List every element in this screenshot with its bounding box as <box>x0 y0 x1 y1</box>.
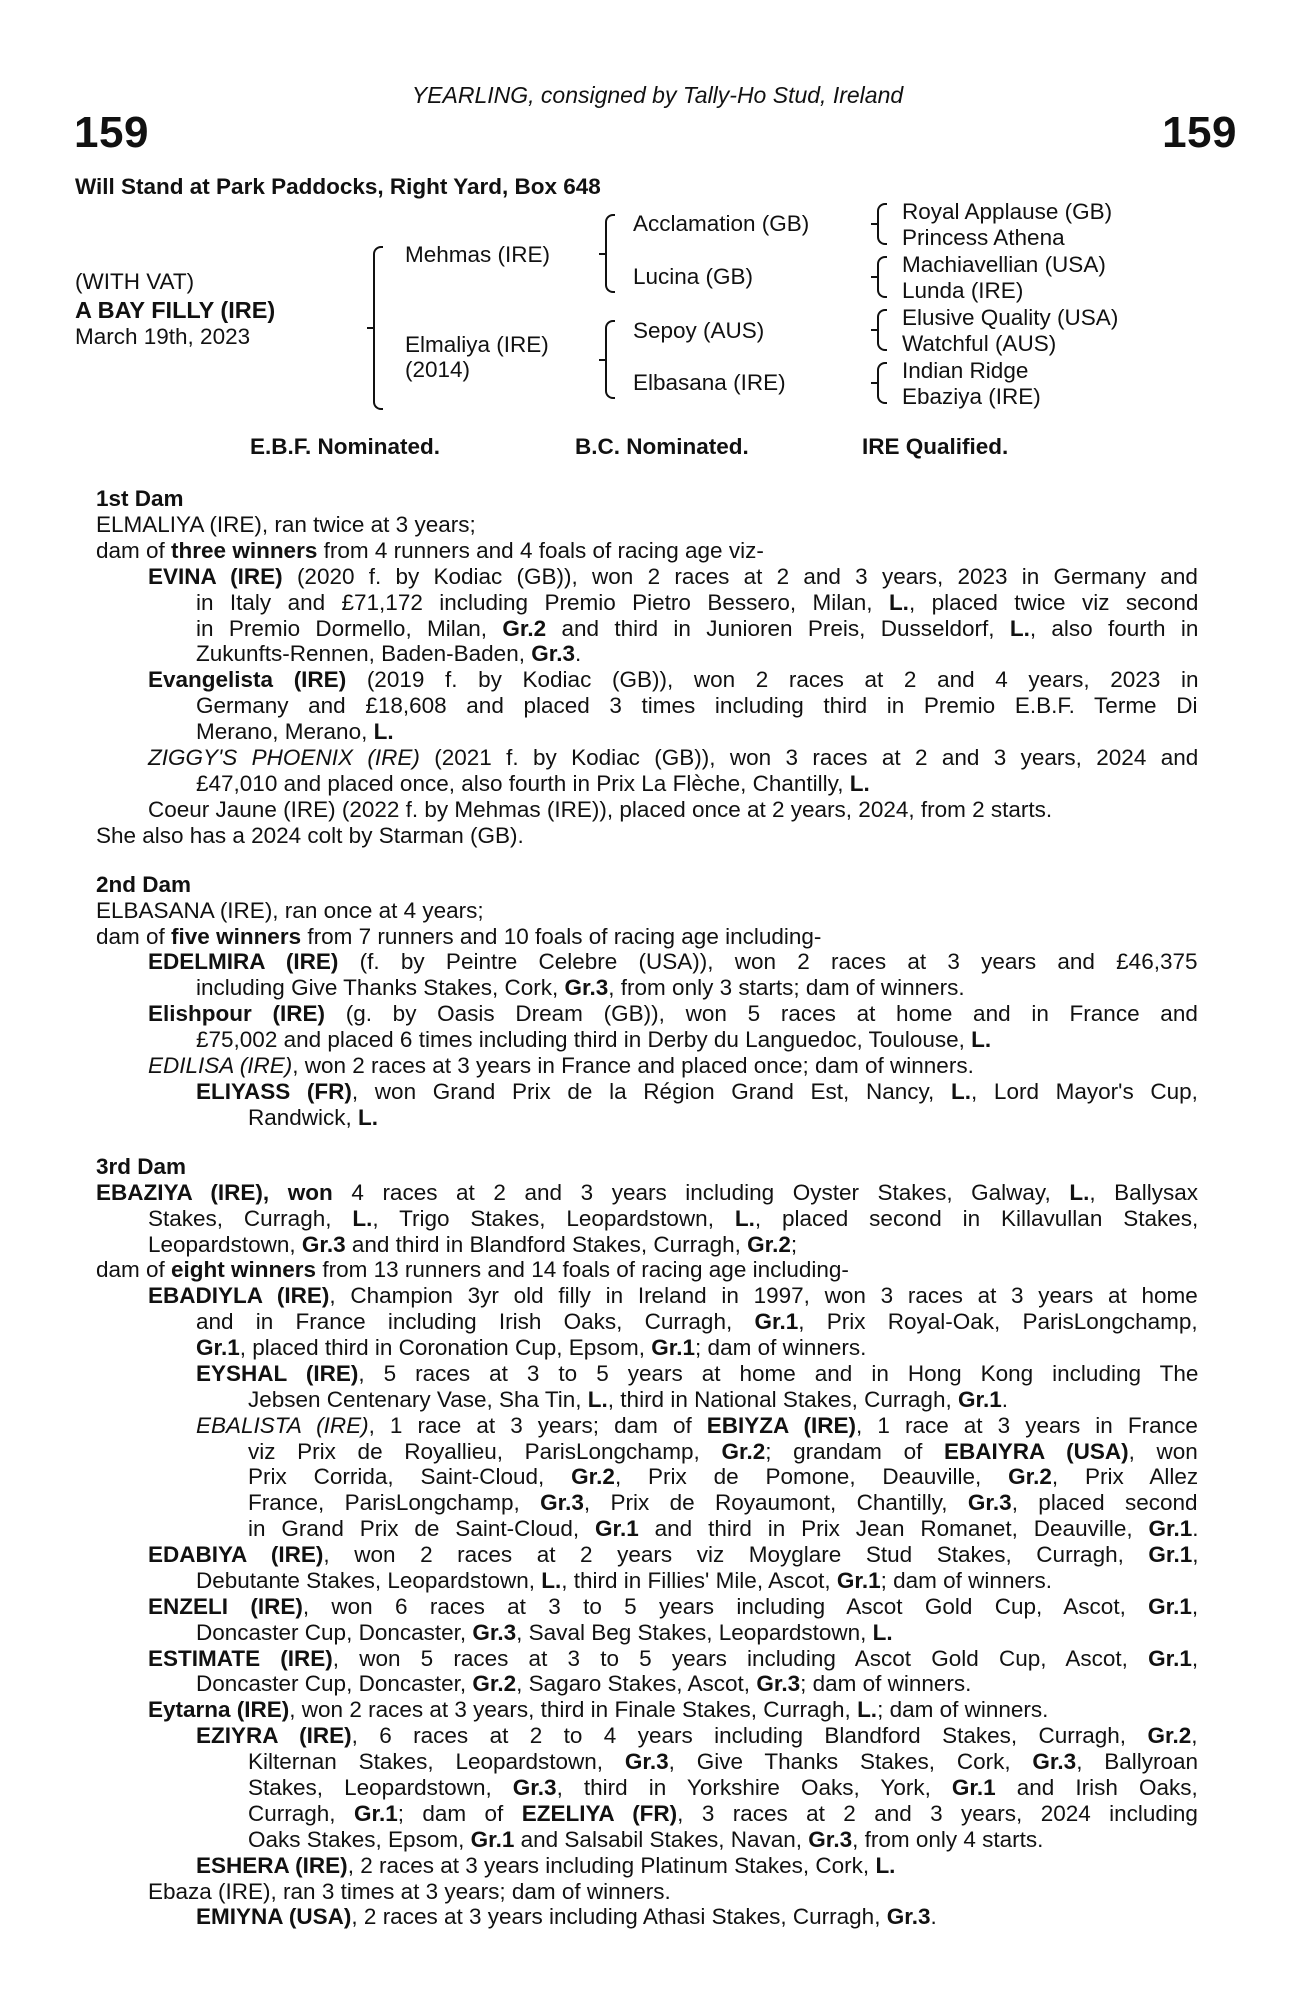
pedigree-gen3-3: Machiavellian (USA) <box>902 252 1106 277</box>
record-line: Kilternan Stakes, Leopardstown, Gr.3, Give Thanks Stakes, Cork, Gr.3, Ballyroan <box>248 1749 1199 1774</box>
pedigree-gen3-8: Ebaziya (IRE) <box>902 384 1041 409</box>
record-line: dam of eight winners from 13 runners and 14 foals of racing age including- <box>96 1257 849 1282</box>
pedigree-gen3-7: Indian Ridge <box>902 358 1029 383</box>
record-line: Zukunfts-Rennen, Baden-Baden, Gr.3. <box>196 641 582 666</box>
pedigree-brace <box>373 246 383 410</box>
sire-name: Mehmas (IRE) <box>405 242 551 267</box>
record-line: ESTIMATE (IRE), won 5 races at 3 to 5 years including Ascot Gold Cup, Ascot, Gr.1, <box>148 1646 1199 1671</box>
record-line: She also has a 2024 colt by Starman (GB). <box>96 823 524 848</box>
record-line: EZIYRA (IRE), 6 races at 2 to 4 years including Blandford Stakes, Curragh, Gr.2, <box>196 1723 1198 1748</box>
pedigree-brace <box>877 203 887 245</box>
catalogue-subtitle: YEARLING, consigned by Tally-Ho Stud, Ireland <box>411 82 904 108</box>
record-line: including Give Thanks Stakes, Cork, Gr.3, from only 3 starts; dam of winners. <box>196 975 965 1000</box>
record-line: Stakes, Leopardstown, Gr.3, third in Yorkshire Oaks, York, Gr.1 and Irish Oaks, <box>248 1775 1198 1800</box>
record-line: ELBASANA (IRE), ran once at 4 years; <box>96 898 484 923</box>
record-line: Eytarna (IRE), won 2 races at 3 years, third in Finale Stakes, Curragh, L.; dam of winners. <box>148 1697 1049 1722</box>
record-line: Oaks Stakes, Epsom, Gr.1 and Salsabil Stakes, Navan, Gr.3, from only 4 starts. <box>248 1827 1044 1852</box>
record-line: EDILISA (IRE), won 2 races at 3 years in France and placed once; dam of winners. <box>148 1053 974 1078</box>
lot-number-left: 159 <box>74 108 149 157</box>
vat-note: (WITH VAT) <box>75 269 195 294</box>
pedigree-brace <box>877 309 887 351</box>
record-line: ELMALIYA (IRE), ran twice at 3 years; <box>96 512 476 537</box>
pedigree-gen3-6: Watchful (AUS) <box>902 331 1057 356</box>
record-line: Merano, Merano, L. <box>196 719 394 744</box>
record-line: EDABIYA (IRE), won 2 races at 2 years viz Moyglare Stud Stakes, Curragh, Gr.1, <box>148 1542 1199 1567</box>
record-line: in Italy and £71,172 including Premio Pietro Bessero, Milan, L., placed twice viz second <box>196 590 1199 615</box>
record-line: EBAZIYA (IRE), won 4 races at 2 and 3 years including Oyster Stakes, Galway, L., Ballysax <box>96 1180 1198 1205</box>
record-line: Evangelista (IRE) (2019 f. by Kodiac (GB)), won 2 races at 2 and 4 years, 2023 in <box>148 667 1199 692</box>
foaling-date: March 19th, 2023 <box>75 324 251 349</box>
pedigree-dam-dam: Elbasana (IRE) <box>633 370 786 395</box>
record-line: EBALISTA (IRE), 1 race at 3 years; dam of EBIYZA (IRE), 1 race at 3 years in France <box>196 1413 1198 1438</box>
record-line: France, ParisLongchamp, Gr.3, Prix de Royaumont, Chantilly, Gr.3, placed second <box>248 1490 1198 1515</box>
record-line: ELIYASS (FR), won Grand Prix de la Région Grand Est, Nancy, L., Lord Mayor's Cup, <box>196 1079 1198 1104</box>
pedigree-brace <box>877 362 887 404</box>
dam-year: (2014) <box>405 357 471 382</box>
record-line: Ebaza (IRE), ran 3 times at 3 years; dam of winners. <box>148 1879 671 1904</box>
record-line: EVINA (IRE) (2020 f. by Kodiac (GB)), won 2 races at 2 and 3 years, 2023 in Germany and <box>148 564 1198 589</box>
record-line: viz Prix de Royallieu, ParisLongchamp, Gr.2; grandam of EBAIYRA (USA), won <box>248 1439 1198 1464</box>
lot-number-right: 159 <box>1162 108 1237 157</box>
record-line: and in France including Irish Oaks, Curragh, Gr.1, Prix Royal-Oak, ParisLongchamp, <box>196 1309 1198 1334</box>
pedigree-brace <box>877 256 887 298</box>
record-line: Doncaster Cup, Doncaster, Gr.3, Saval Beg Stakes, Leopardstown, L. <box>196 1620 893 1645</box>
record-line: Doncaster Cup, Doncaster, Gr.2, Sagaro Stakes, Ascot, Gr.3; dam of winners. <box>196 1671 972 1696</box>
record-line: EMIYNA (USA), 2 races at 3 years including Athasi Stakes, Curragh, Gr.3. <box>196 1904 937 1929</box>
record-line: Randwick, L. <box>248 1105 379 1130</box>
pedigree-gen3-1: Royal Applause (GB) <box>902 199 1113 224</box>
record-line: dam of three winners from 4 runners and 4 foals of racing age viz- <box>96 538 764 563</box>
section-heading: 1st Dam <box>96 486 184 511</box>
section-heading: 2nd Dam <box>96 872 192 897</box>
pedigree-sire-sire: Acclamation (GB) <box>633 211 810 236</box>
record-line: £47,010 and placed once, also fourth in Prix La Flèche, Chantilly, L. <box>196 771 870 796</box>
record-line: in Premio Dormello, Milan, Gr.2 and third in Junioren Preis, Dusseldorf, L., also fourth in <box>196 616 1199 641</box>
ebf-nomination: E.B.F. Nominated. <box>250 434 441 459</box>
record-line: ENZELI (IRE), won 6 races at 3 to 5 years including Ascot Gold Cup, Ascot, Gr.1, <box>148 1594 1199 1619</box>
record-line: Leopardstown, Gr.3 and third in Blandford Stakes, Curragh, Gr.2; <box>148 1232 798 1257</box>
pedigree-brace <box>605 320 615 399</box>
pedigree-sire-dam: Lucina (GB) <box>633 264 754 289</box>
pedigree-dam-sire: Sepoy (AUS) <box>633 318 765 343</box>
pedigree-gen3-2: Princess Athena <box>902 225 1065 250</box>
pedigree-gen3-5: Elusive Quality (USA) <box>902 305 1119 330</box>
record-line: EYSHAL (IRE), 5 races at 3 to 5 years at home and in Hong Kong including The <box>196 1361 1199 1386</box>
record-line: Curragh, Gr.1; dam of EZELIYA (FR), 3 races at 2 and 3 years, 2024 including <box>248 1801 1198 1826</box>
pedigree-brace <box>605 214 615 293</box>
record-line: EDELMIRA (IRE) (f. by Peintre Celebre (USA)), won 2 races at 3 years and £46,375 <box>148 949 1198 974</box>
section-heading: 3rd Dam <box>96 1154 187 1179</box>
record-line: ZIGGY'S PHOENIX (IRE) (2021 f. by Kodiac (GB)), won 3 races at 2 and 3 years, 2024 and <box>148 745 1199 770</box>
dam-name: Elmaliya (IRE) <box>405 332 549 357</box>
horse-name: A BAY FILLY (IRE) <box>75 297 276 323</box>
record-line: Coeur Jaune (IRE) (2022 f. by Mehmas (IRE)), placed once at 2 years, 2024, from 2 starts. <box>148 797 1053 822</box>
record-line: Elishpour (IRE) (g. by Oasis Dream (GB)), won 5 races at home and in France and <box>148 1001 1198 1026</box>
record-line: Stakes, Curragh, L., Trigo Stakes, Leopardstown, L., placed second in Killavullan Stakes, <box>148 1206 1199 1231</box>
record-line: Debutante Stakes, Leopardstown, L., third in Fillies' Mile, Ascot, Gr.1; dam of winners. <box>196 1568 1052 1593</box>
record-line: in Grand Prix de Saint-Cloud, Gr.1 and third in Prix Jean Romanet, Deauville, Gr.1. <box>248 1516 1199 1541</box>
record-line: EBADIYLA (IRE), Champion 3yr old filly in Ireland in 1997, won 3 races at 3 years at home <box>148 1283 1198 1308</box>
record-line: dam of five winners from 7 runners and 10 foals of racing age including- <box>96 924 822 949</box>
record-line: Gr.1, placed third in Coronation Cup, Epsom, Gr.1; dam of winners. <box>196 1335 867 1360</box>
record-line: Prix Corrida, Saint-Cloud, Gr.2, Prix de Pomone, Deauville, Gr.2, Prix Allez <box>248 1464 1199 1489</box>
record-line: Germany and £18,608 and placed 3 times including third in Premio E.B.F. Terme Di <box>196 693 1198 718</box>
pedigree-gen3-4: Lunda (IRE) <box>902 278 1024 303</box>
record-line: Jebsen Centenary Vase, Sha Tin, L., third in National Stakes, Curragh, Gr.1. <box>248 1387 1009 1412</box>
record-line: £75,002 and placed 6 times including third in Derby du Languedoc, Toulouse, L. <box>196 1027 992 1052</box>
record-line: ESHERA (IRE), 2 races at 3 years including Platinum Stakes, Cork, L. <box>196 1853 896 1878</box>
ire-qualified: IRE Qualified. <box>862 434 1009 459</box>
stand-location: Will Stand at Park Paddocks, Right Yard, Box 648 <box>75 174 601 199</box>
bc-nomination: B.C. Nominated. <box>575 434 749 459</box>
